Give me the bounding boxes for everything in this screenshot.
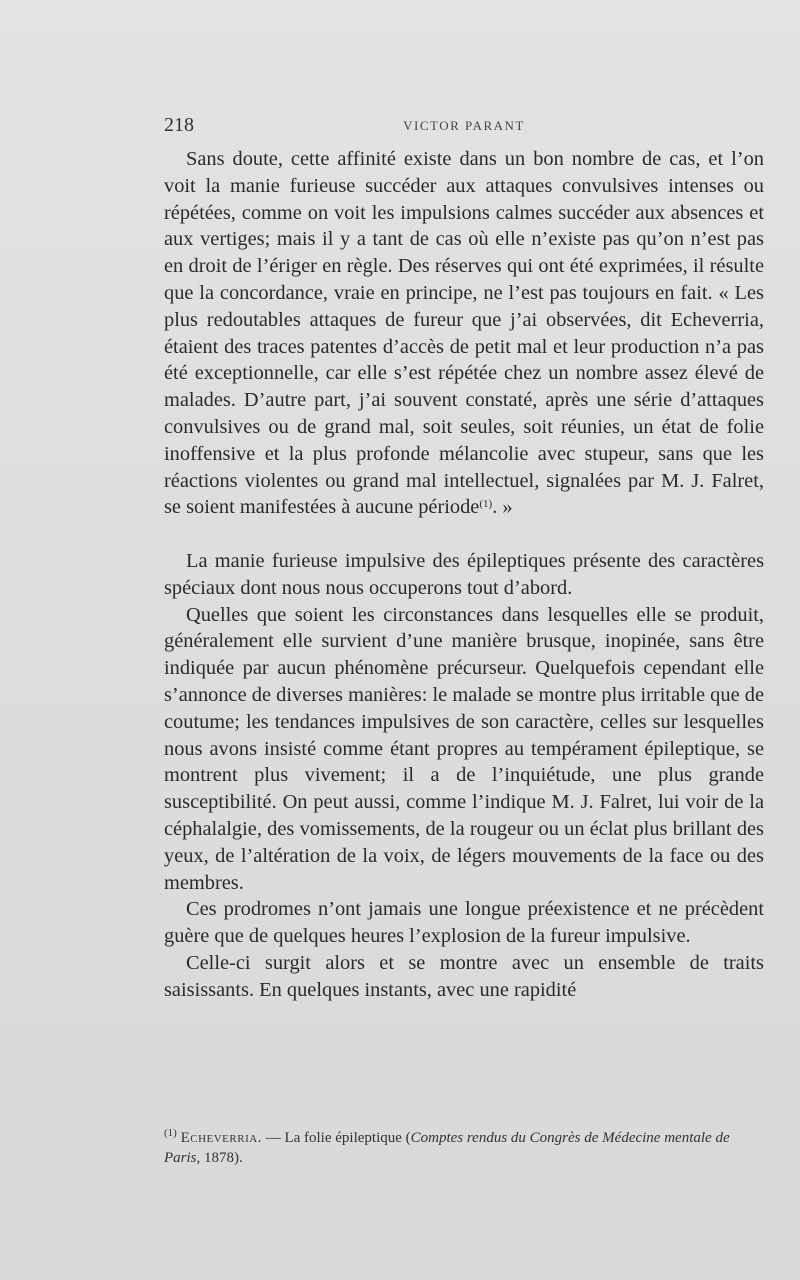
- paragraph-1-text: Sans doute, cette affinité existe dans un bon nombre de cas, et l’on voit la manie furieuse succéder aux attaques convulsives intenses ou répétées, comme on voit les impulsions calmes succéder aux absences et aux vertiges; mais il y a tant de cas où elle n’existe pas qu’on n’est pas en droit de l’ériger en règle. Des réserves qui ont été exprimées, il résulte que la concordance, vraie en principe, ne l’est pas toujours en fait. « Les plus redoutables attaques de fureur que j’ai observées, dit Echeverria, étaient des traces patentes d’accès de petit mal et leur production n’a pas été exceptionnelle, car elle s’est répétée chez un nombre assez élevé de malades. D’autre part, j’ai souvent constaté, après une série d’attaques convulsives ou de grand mal, soit seules, soit réunies, un état de folie inoffensive et la plus profonde mélancolie avec stupeur, sans que les réactions violentes ou grand mal intellectuel, signalées par M. J. Falret, se soient manifestées à aucune période: [164, 148, 764, 519]
- paragraph-1: [164, 146, 764, 521]
- footnote-year: 1878).: [200, 1150, 243, 1166]
- running-head: VICTOR PARANT: [403, 118, 525, 133]
- paragraph-3: Quelles que soient les circonstances dans lesquelles elle se produit, généralement elle survient d’une manière brusque, inopinée, sans être indiquée par aucun phénomène précurseur. Quelquefois cependant elle s’annonce de diverses manières: le malade se montre plus irritable que de coutume; les tendances impulsives de son caractère, celles sur lesquelles nous avons insisté comme étant propres au tempérament épileptique, se montrent plus vivement; il a de l’inquiétude, une plus grande susceptibilité. On peut aussi, comme l’indique M. J. Falret, lui voir de la céphalalgie, des vomissements, de la rougeur ou un éclat plus brillant des yeux, de l’altération de la voix, de légers mouvements de la face ou des membres.: [164, 603, 764, 894]
- paragraph-1-end: . »: [492, 496, 513, 519]
- footnote: [164, 1128, 764, 1168]
- paragraph-5: Celle-ci surgit alors et se montre avec un ensemble de traits saisissants. En quelques instants, avec une rapidité: [164, 951, 764, 1001]
- footnote-marker: (1): [164, 1127, 177, 1139]
- body-text: [164, 146, 764, 1004]
- page-header: [164, 114, 764, 140]
- paragraph-4: Ces prodromes n’ont jamais une longue préexistence et ne précèdent guère que de quelques heures l’explosion de la fureur impulsive.: [164, 898, 764, 948]
- footnote-text: — La folie épileptique (: [261, 1130, 411, 1146]
- footnote-reference: (1): [479, 498, 493, 511]
- page-number: 218: [164, 114, 194, 136]
- footnote-source: Comptes rendus du Congrès de Médecine mentale de Paris,: [164, 1130, 730, 1166]
- paragraph-2: La manie furieuse impulsive des épileptiques présente des caractères spéciaux dont nous nous occuperons tout d’abord.: [164, 549, 764, 599]
- footnote-author: Echeverria.: [180, 1130, 262, 1146]
